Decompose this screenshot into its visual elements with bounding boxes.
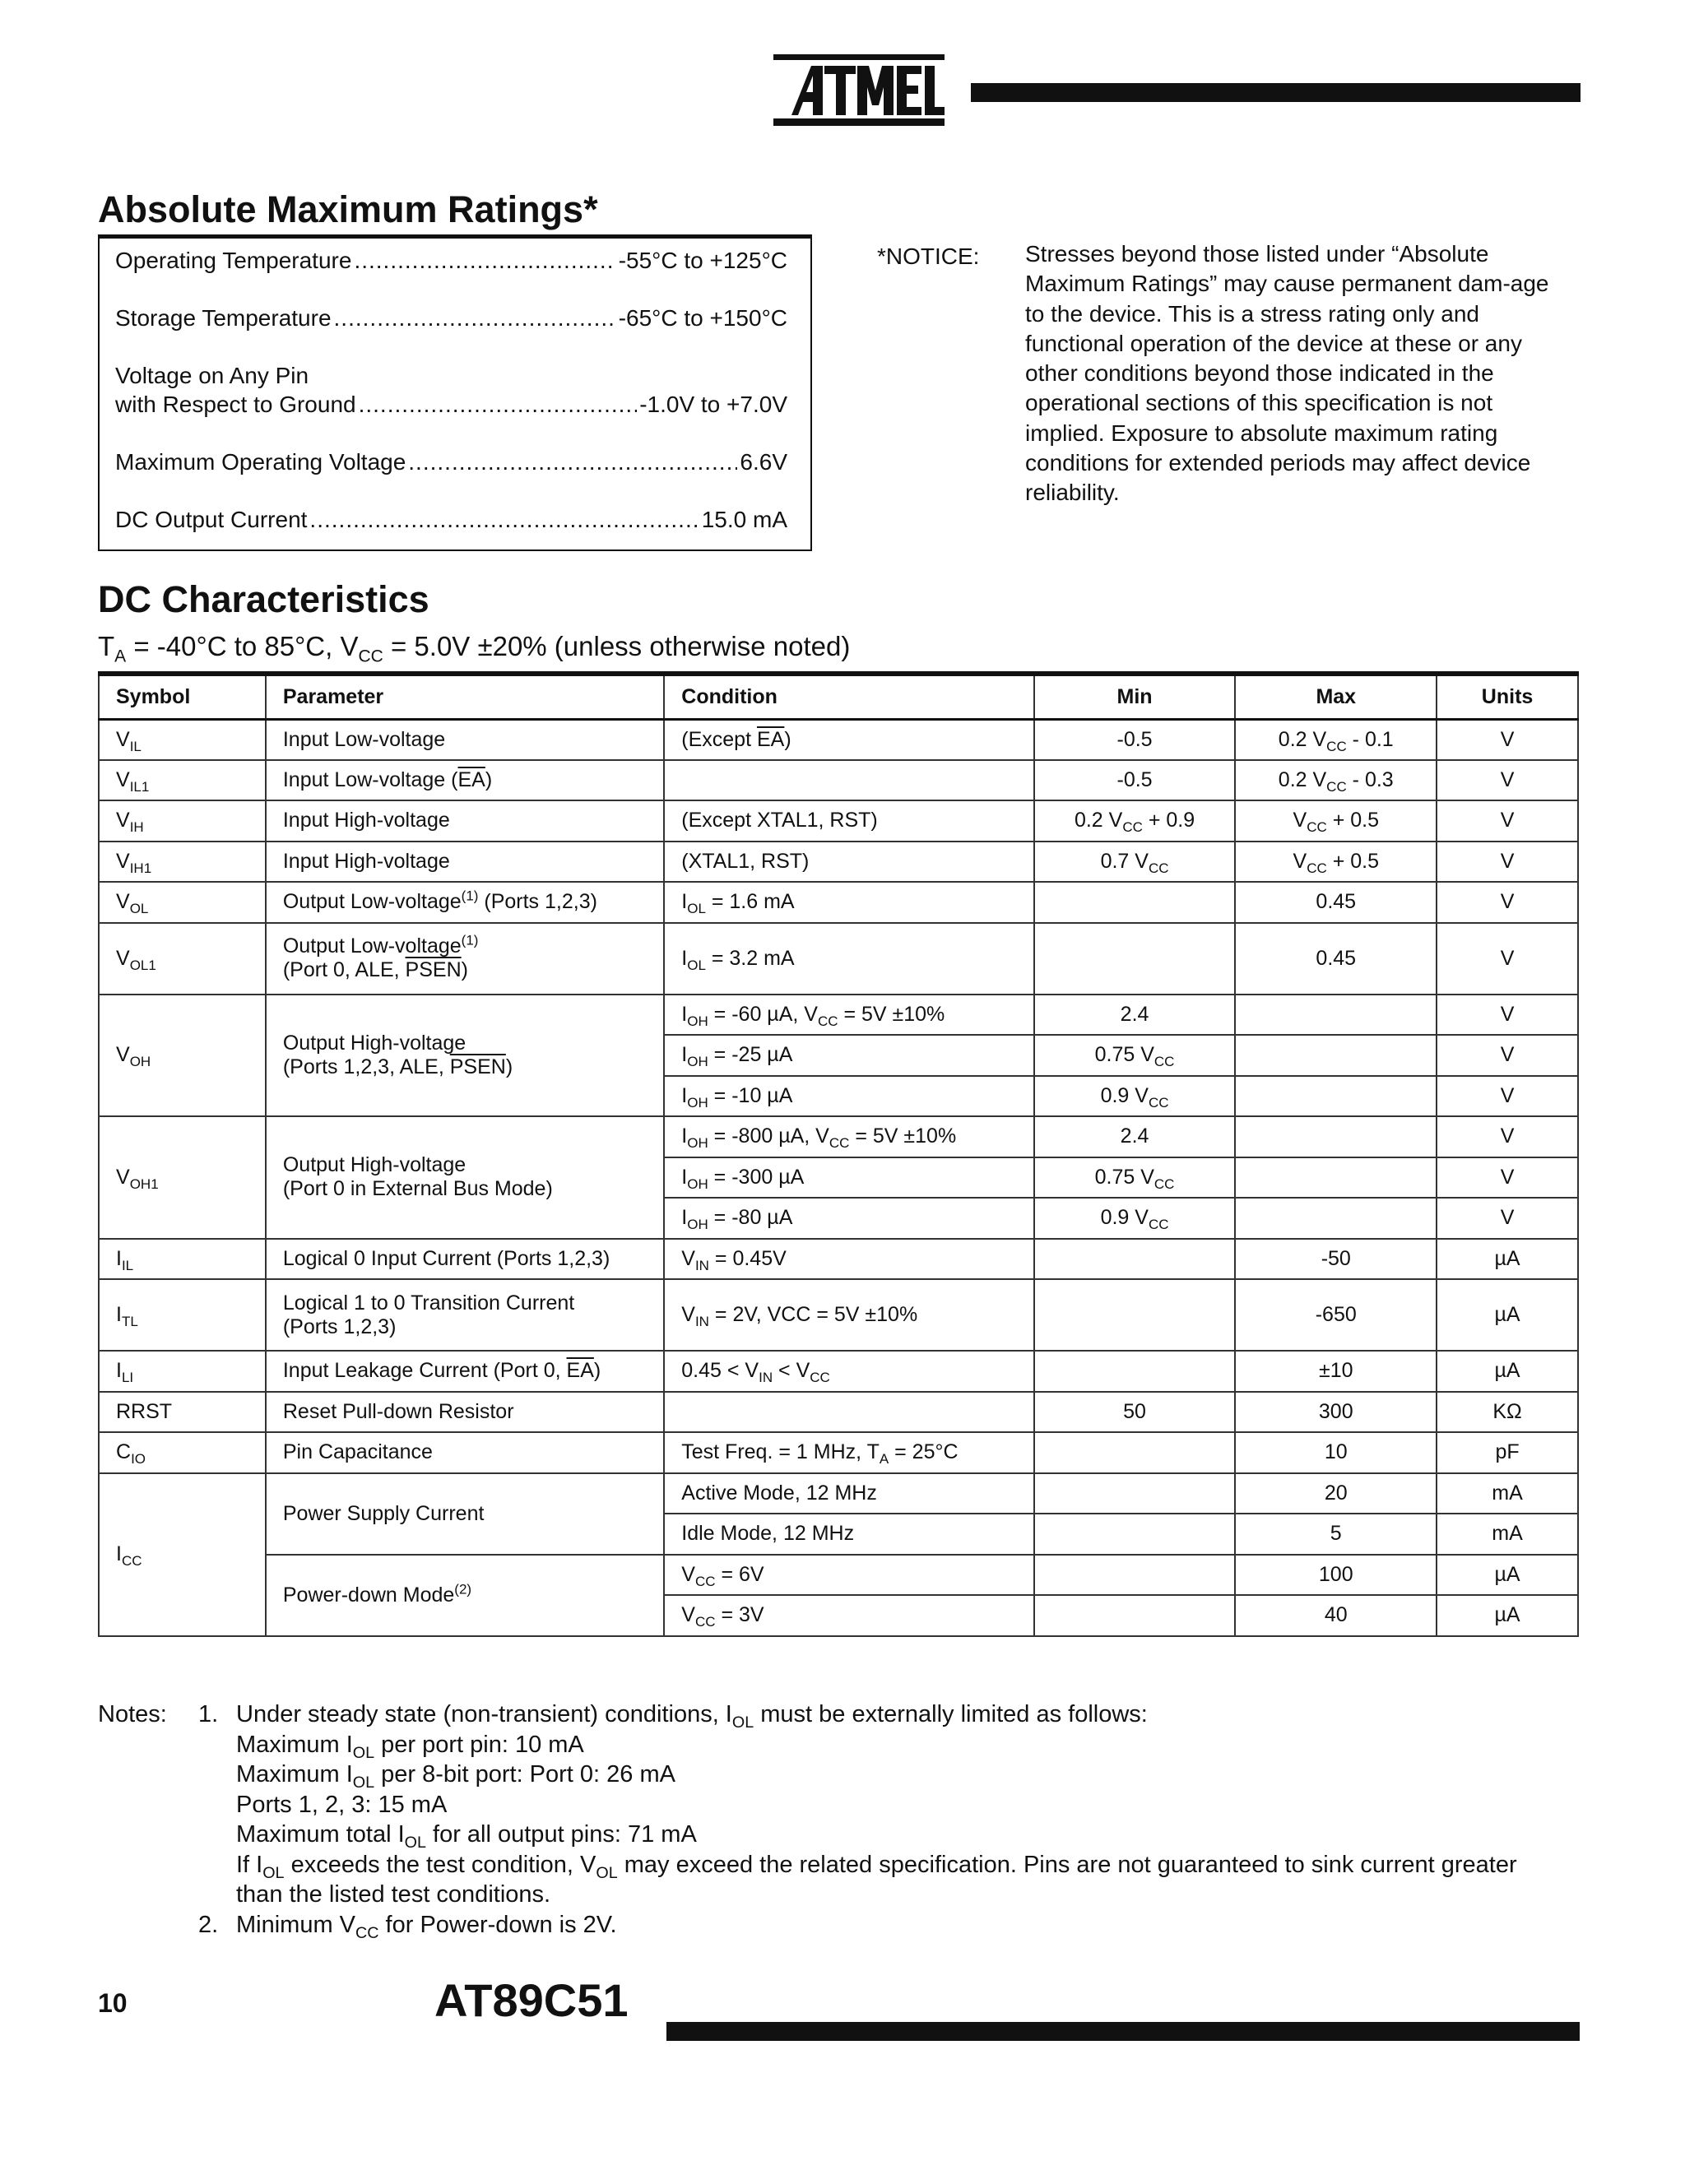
symbol-cell: $V_{IL1}$ <box>99 760 266 801</box>
min-cell: 0.2 $V_{CC} + 0.9$ <box>1034 800 1236 842</box>
rating-row <box>115 305 787 332</box>
max-cell <box>1235 1035 1437 1076</box>
condition-cell <box>664 760 1033 801</box>
symbol-cell: $I_{LI}$ <box>99 1351 266 1392</box>
min-cell <box>1034 882 1236 923</box>
units-cell: V <box>1437 923 1578 995</box>
note-line <box>236 1820 697 1850</box>
rating-label: Operating Temperature <box>115 248 352 273</box>
condition-cell: $I_{OH} = -300$ µA <box>664 1157 1033 1199</box>
note-text: exceeds the test condition, V <box>284 1851 596 1878</box>
rating-row <box>115 392 787 418</box>
table-row <box>99 923 1578 995</box>
note-line <box>236 1760 675 1790</box>
table-row <box>99 1116 1578 1157</box>
condition-cell: $I_{OL} = 1.6$ mA <box>664 882 1033 923</box>
min-cell: 0.9 $V_{CC}$ <box>1034 1076 1236 1117</box>
note-text: per port pin: 10 mA <box>374 1731 584 1758</box>
max-cell: 0.2 $V_{CC} - 0.3$ <box>1235 760 1437 801</box>
table-row <box>99 882 1578 923</box>
condition-cell: $V_{IN} = 2V$, VCC = 5V ±10% <box>664 1279 1033 1351</box>
units-cell: µA <box>1437 1279 1578 1351</box>
condition-cell: $V_{IN} = 0.45V$ <box>664 1239 1033 1280</box>
units-cell: µA <box>1437 1555 1578 1596</box>
cond-text: = 5.0V ±20% (unless otherwise noted) <box>383 631 851 661</box>
condition-cell: Test Freq. = 1 MHz, $T_A = 25^\circ C$ <box>664 1432 1033 1473</box>
max-cell: 10 <box>1235 1432 1437 1473</box>
max-cell <box>1235 1198 1437 1239</box>
page-number: 10 <box>98 1988 128 2018</box>
document-title: AT89C51 <box>434 1974 629 2026</box>
col-header: Condition <box>664 674 1033 719</box>
max-cell: 20 <box>1235 1473 1437 1514</box>
max-cell: $V_{CC} + 0.5$ <box>1235 842 1437 883</box>
note-number: 1. <box>198 1701 219 1727</box>
symbol-cell: $V_{IH}$ <box>99 800 266 842</box>
table-row <box>99 842 1578 883</box>
condition-cell <box>664 1392 1033 1433</box>
note-text: Maximum I <box>236 1731 353 1758</box>
parameter-cell: Reset Pull-down Resistor <box>266 1392 664 1433</box>
units-cell: V <box>1437 1157 1578 1199</box>
parameter-cell: Output High-voltage (Ports 1,2,3, ALE, PSEN) <box>266 995 664 1117</box>
max-cell <box>1235 995 1437 1036</box>
note-text: must be externally limited as follows: <box>754 1701 1148 1727</box>
min-cell: 0.9 $V_{CC}$ <box>1034 1198 1236 1239</box>
abs-max-title: Absolute Maximum Ratings* <box>98 188 598 230</box>
leader-dots <box>408 449 737 475</box>
condition-cell: $I_{OH} = -25$ µA <box>664 1035 1033 1076</box>
parameter-cell: Input Low-voltage $(\overline{EA})$ <box>266 760 664 801</box>
rating-value: -1.0V to +7.0V <box>639 392 787 417</box>
notice-text: Stresses beyond those listed under “Absolute Maximum Ratings” may cause permanent dam-age to the device. This is a stress rating only and functional operation of the device at these or any other conditions beyond those indicated in the operational sections of this specification is not implied. Exposure to absolute maximum rating conditions for extended periods may affect device reliability. <box>1025 241 1549 506</box>
units-cell: µA <box>1437 1351 1578 1392</box>
rating-label-line1: Voltage on Any Pin <box>115 363 309 388</box>
min-cell: 0.7 $V_{CC}$ <box>1034 842 1236 883</box>
units-cell: V <box>1437 882 1578 923</box>
symbol-cell: $I_{IL}$ <box>99 1239 266 1280</box>
rating-label: Storage Temperature <box>115 305 332 331</box>
note-number: 2. <box>198 1911 219 1938</box>
units-cell: V <box>1437 1116 1578 1157</box>
note-sub: OL <box>404 1833 426 1852</box>
units-cell: µA <box>1437 1239 1578 1280</box>
table-row <box>99 1555 1578 1596</box>
condition-cell: $V_{CC} = 3V$ <box>664 1595 1033 1636</box>
cond-sub: CC <box>358 647 383 666</box>
min-cell <box>1034 1239 1236 1280</box>
rating-value: 6.6V <box>740 449 787 475</box>
max-cell: -650 <box>1235 1279 1437 1351</box>
note-text: for Power-down is 2V. <box>378 1911 617 1938</box>
max-cell: ±10 <box>1235 1351 1437 1392</box>
max-cell: 300 <box>1235 1392 1437 1433</box>
units-cell: mA <box>1437 1473 1578 1514</box>
symbol-cell: RRST <box>99 1392 266 1433</box>
parameter-cell: Logical 0 Input Current (Ports 1,2,3) <box>266 1239 664 1280</box>
units-cell: V <box>1437 1198 1578 1239</box>
table-header-row <box>99 674 1578 719</box>
units-cell: V <box>1437 842 1578 883</box>
condition-cell: $0.45 < V_{IN} < V_{CC}$ <box>664 1351 1033 1392</box>
max-cell: -50 <box>1235 1239 1437 1280</box>
col-header: Units <box>1437 674 1578 719</box>
units-cell: pF <box>1437 1432 1578 1473</box>
condition-cell: $I_{OH} = -60$ µA, $V_{CC} = 5V \pm 10\%$ <box>664 995 1033 1036</box>
symbol-cell: $I_{CC}$ <box>99 1473 266 1636</box>
note-text: Minimum V <box>236 1911 356 1938</box>
min-cell <box>1034 923 1236 995</box>
min-cell <box>1034 1555 1236 1596</box>
note-line: Ports 1, 2, 3: 15 mA <box>236 1791 448 1818</box>
units-cell: V <box>1437 760 1578 801</box>
cond-text: = -40°C to 85°C, V <box>126 631 359 661</box>
symbol-cell: $V_{OH}$ <box>99 995 266 1117</box>
min-cell <box>1034 1473 1236 1514</box>
parameter-cell: Output Low-voltage$^{(1)}$ (Ports 1,2,3) <box>266 882 664 923</box>
parameter-cell: Output High-voltage (Port 0 in External Bus Mode) <box>266 1116 664 1239</box>
note-line <box>236 1699 1148 1730</box>
note-text: If I <box>236 1851 263 1878</box>
condition-cell: $I_{OL} = 3.2$ mA <box>664 923 1033 995</box>
notes-label: Notes: <box>98 1701 167 1727</box>
note-text: may exceed the related specification. Pins are not guaranteed to sink current greater <box>617 1851 1517 1878</box>
min-cell <box>1034 1595 1236 1636</box>
units-cell: V <box>1437 1076 1578 1117</box>
max-cell: 0.45 <box>1235 923 1437 995</box>
note-sub: OL <box>352 1743 375 1762</box>
condition-cell: $I_{OH} = -80$ µA <box>664 1198 1033 1239</box>
condition-cell: (Except XTAL1, RST) <box>664 800 1033 842</box>
table-row <box>99 1432 1578 1473</box>
max-cell <box>1235 1116 1437 1157</box>
rating-label: with Respect to Ground <box>115 392 356 417</box>
leader-dots <box>334 305 616 332</box>
max-cell: 100 <box>1235 1555 1437 1596</box>
max-cell: 0.2 $V_{CC} - 0.1$ <box>1235 719 1437 760</box>
parameter-cell: Input High-voltage <box>266 800 664 842</box>
table-row <box>99 995 1578 1036</box>
condition-cell: $I_{OH} = -10$ µA <box>664 1076 1033 1117</box>
rating-value: 15.0 mA <box>701 507 787 532</box>
symbol-cell: $V_{OH1}$ <box>99 1116 266 1239</box>
units-cell: mA <box>1437 1514 1578 1555</box>
min-cell <box>1034 1351 1236 1392</box>
min-cell <box>1034 1279 1236 1351</box>
rating-row <box>115 507 787 533</box>
notice-label: *NOTICE: <box>877 243 980 269</box>
table-row <box>99 1392 1578 1433</box>
units-cell: KΩ <box>1437 1392 1578 1433</box>
rating-row <box>115 449 787 475</box>
table-row <box>99 1351 1578 1392</box>
note-sub: OL <box>262 1863 285 1882</box>
units-cell: V <box>1437 719 1578 760</box>
table-row <box>99 800 1578 842</box>
min-cell <box>1034 1432 1236 1473</box>
symbol-cell: $V_{IH1}$ <box>99 842 266 883</box>
condition-cell: Active Mode, 12 MHz <box>664 1473 1033 1514</box>
dc-table <box>98 671 1579 1637</box>
min-cell: 0.75 $V_{CC}$ <box>1034 1035 1236 1076</box>
parameter-cell: Input Leakage Current (Port 0, $\overline{EA}$) <box>266 1351 664 1392</box>
col-header: Parameter <box>266 674 664 719</box>
note-text: Under steady state (non-transient) conditions, I <box>236 1701 732 1727</box>
leader-dots <box>309 507 699 533</box>
cond-text: T <box>98 631 115 661</box>
note-text: per 8-bit port: Port 0: 26 mA <box>374 1761 675 1788</box>
table-row <box>99 1473 1578 1514</box>
symbol-cell: $C_{IO}$ <box>99 1432 266 1473</box>
note-text: Maximum I <box>236 1761 353 1788</box>
rating-row <box>115 248 787 274</box>
symbol-cell: $I_{TL}$ <box>99 1279 266 1351</box>
units-cell: V <box>1437 995 1578 1036</box>
units-cell: V <box>1437 800 1578 842</box>
condition-cell: $V_{CC} = 6V$ <box>664 1555 1033 1596</box>
parameter-cell: Pin Capacitance <box>266 1432 664 1473</box>
atmel-logo <box>773 54 945 130</box>
leader-dots <box>354 248 615 274</box>
parameter-cell: Power-down Mode$^{(2)}$ <box>266 1555 664 1636</box>
table-row <box>99 760 1578 801</box>
parameter-cell: Input High-voltage <box>266 842 664 883</box>
ratings-box <box>98 234 812 551</box>
note-line: than the listed test conditions. <box>236 1881 551 1908</box>
note-line <box>236 1730 584 1760</box>
min-cell: 0.75 $V_{CC}$ <box>1034 1157 1236 1199</box>
col-header: Min <box>1034 674 1236 719</box>
leader-dots <box>359 392 638 418</box>
note-sub: OL <box>731 1713 754 1732</box>
header-rule <box>971 83 1581 102</box>
max-cell: 40 <box>1235 1595 1437 1636</box>
condition-cell: $I_{OH} = -800$ µA, $V_{CC} = 5V \pm 10\%$ <box>664 1116 1033 1157</box>
max-cell <box>1235 1076 1437 1117</box>
symbol-cell: $V_{OL1}$ <box>99 923 266 995</box>
col-header: Max <box>1235 674 1437 719</box>
table-row <box>99 1239 1578 1280</box>
note-line <box>236 1850 1517 1880</box>
min-cell: -0.5 <box>1034 760 1236 801</box>
condition-cell: (Except $\overline{EA}$) <box>664 719 1033 760</box>
parameter-cell: Power Supply Current <box>266 1473 664 1555</box>
max-cell: 5 <box>1235 1514 1437 1555</box>
note-line <box>236 1910 617 1941</box>
max-cell <box>1235 1157 1437 1199</box>
condition-cell: Idle Mode, 12 MHz <box>664 1514 1033 1555</box>
min-cell: -0.5 <box>1034 719 1236 760</box>
rating-value: -65°C to +150°C <box>618 305 787 331</box>
max-cell: $V_{CC} + 0.5$ <box>1235 800 1437 842</box>
table-row <box>99 1279 1578 1351</box>
note-text: for all output pins: 71 mA <box>425 1821 697 1848</box>
cond-sub: A <box>114 647 127 666</box>
units-cell: V <box>1437 1035 1578 1076</box>
min-cell: 2.4 <box>1034 995 1236 1036</box>
min-cell: 2.4 <box>1034 1116 1236 1157</box>
dc-title: DC Characteristics <box>98 578 429 620</box>
rating-value: -55°C to +125°C <box>618 248 787 273</box>
max-cell: 0.45 <box>1235 882 1437 923</box>
units-cell: µA <box>1437 1595 1578 1636</box>
table-row <box>99 719 1578 760</box>
dc-conditions <box>98 631 851 666</box>
footer-rule <box>666 2022 1580 2041</box>
symbol-cell: $V_{OL}$ <box>99 882 266 923</box>
condition-cell: (XTAL1, RST) <box>664 842 1033 883</box>
symbol-cell: $V_{IL}$ <box>99 719 266 760</box>
min-cell <box>1034 1514 1236 1555</box>
rating-label: DC Output Current <box>115 507 308 532</box>
parameter-cell: Output Low-voltage$^{(1)}$ (Port 0, ALE, PSEN) <box>266 923 664 995</box>
min-cell: 50 <box>1034 1392 1236 1433</box>
rating-label: Maximum Operating Voltage <box>115 449 406 475</box>
note-text: Maximum total I <box>236 1821 405 1848</box>
note-sub: OL <box>352 1773 375 1792</box>
note-sub: OL <box>596 1863 618 1882</box>
note-sub: CC <box>355 1923 379 1942</box>
parameter-cell: Input Low-voltage <box>266 719 664 760</box>
parameter-cell: Logical 1 to 0 Transition Current (Ports 1,2,3) <box>266 1279 664 1351</box>
col-header: Symbol <box>99 674 266 719</box>
